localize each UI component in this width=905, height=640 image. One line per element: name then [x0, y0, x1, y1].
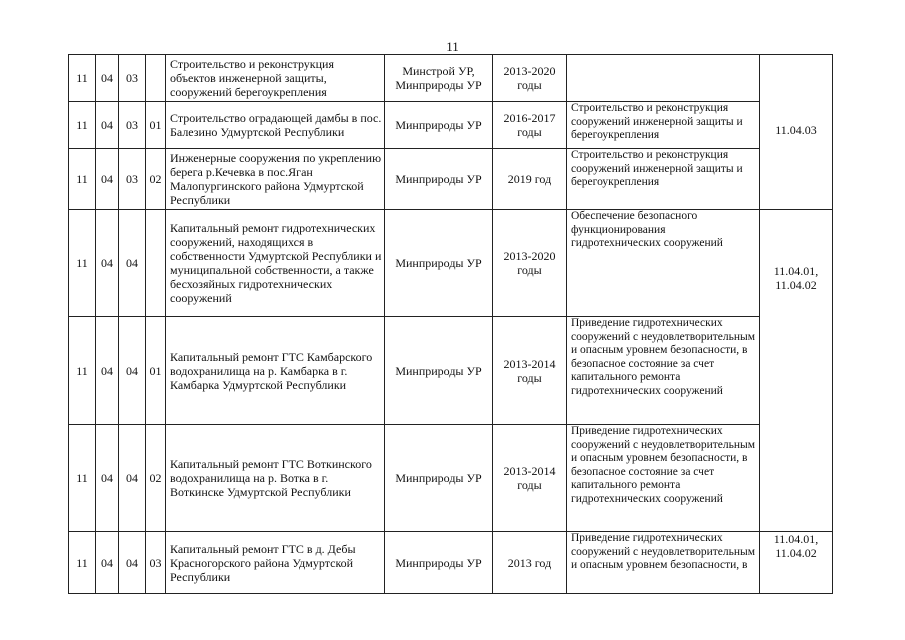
measure-name: Строительство оградающей дамбы в пос. Балезино Удмуртской Республики: [166, 102, 385, 149]
code-item: [146, 210, 166, 317]
code-section: 11: [69, 317, 96, 425]
period: 2013-2014 годы: [493, 425, 567, 532]
code-subsection: 04: [96, 149, 119, 210]
expected-result: Строительство и реконструкция сооружений инженерной защиты и берегоукрепления: [567, 149, 760, 210]
code-subsection: 04: [96, 532, 119, 594]
table-row: [69, 149, 833, 210]
expected-result: Обеспечение безопасного функционирования гидротехнических сооружений: [567, 210, 760, 317]
indicator-link: 11.04.01, 11.04.02: [760, 532, 833, 594]
code-subsection: 04: [96, 210, 119, 317]
code-measure: 04: [119, 210, 146, 317]
period: 2013 год: [493, 532, 567, 594]
executor: Минприроды УР: [385, 210, 493, 317]
code-item: 01: [146, 102, 166, 149]
code-section: 11: [69, 210, 96, 317]
table-row: [69, 425, 833, 532]
executor: Минприроды УР: [385, 425, 493, 532]
period: 2013-2020 годы: [493, 210, 567, 317]
table-row: [69, 210, 833, 317]
program-table: [68, 54, 833, 594]
code-section: 11: [69, 532, 96, 594]
code-item: 02: [146, 149, 166, 210]
code-section: 11: [69, 102, 96, 149]
expected-result: Строительство и реконструкция сооружений инженерной защиты и берегоукрепления: [567, 102, 760, 149]
executor: Минприроды УР: [385, 102, 493, 149]
code-item: 01: [146, 317, 166, 425]
code-item: [146, 55, 166, 102]
table-row: [69, 102, 833, 149]
period: 2019 год: [493, 149, 567, 210]
code-measure: 03: [119, 102, 146, 149]
expected-result: Приведение гидротехнических сооружений с неудовлетворительным и опасным уровнем безопасности, в безопасное состояние за счет капитального ремонта гидротехнических сооружений: [567, 425, 760, 532]
code-subsection: 04: [96, 55, 119, 102]
executor: Минприроды УР: [385, 149, 493, 210]
indicator-link: 11.04.03: [760, 55, 833, 210]
code-measure: 04: [119, 425, 146, 532]
table-row: [69, 317, 833, 425]
indicator-link: 11.04.01, 11.04.02: [760, 210, 833, 532]
expected-result: Приведение гидротехнических сооружений с неудовлетворительным и опасным уровнем безопасности, в безопасное состояние за счет капитального ремонта гидротехнических сооружений: [567, 317, 760, 425]
code-measure: 03: [119, 149, 146, 210]
expected-result: Приведение гидротехнических сооружений с неудовлетворительным и опасным уровнем безопасности, в: [567, 532, 760, 594]
code-section: 11: [69, 425, 96, 532]
code-section: 11: [69, 55, 96, 102]
expected-result: [567, 55, 760, 102]
page-number: 11: [446, 39, 459, 54]
measure-name: Капитальный ремонт ГТС Камбарского водохранилища на р. Камбарка в г. Камбарка Удмуртской Республики: [166, 317, 385, 425]
code-subsection: 04: [96, 425, 119, 532]
code-item: 02: [146, 425, 166, 532]
executor: Минприроды УР: [385, 317, 493, 425]
measure-name: Инженерные сооружения по укреплению берега р.Кечевка в пос.Яган Малопургинского района Удмуртской Республики: [166, 149, 385, 210]
executor: Минстрой УР, Минприроды УР: [385, 55, 493, 102]
measure-name: Строительство и реконструкция объектов инженерной защиты, сооружений берегоукрепления: [166, 55, 385, 102]
code-measure: 03: [119, 55, 146, 102]
code-subsection: 04: [96, 317, 119, 425]
table-row: [69, 55, 833, 102]
code-measure: 04: [119, 532, 146, 594]
code-subsection: 04: [96, 102, 119, 149]
period: 2013-2020 годы: [493, 55, 567, 102]
measure-name: Капитальный ремонт гидротехнических сооружений, находящихся в собственности Удмуртской Республики и муниципальной собственности, а также бесхозяйных гидротехнических сооружений: [166, 210, 385, 317]
measure-name: Капитальный ремонт ГТС Воткинского водохранилища на р. Вотка в г. Воткинске Удмуртской Республики: [166, 425, 385, 532]
period: 2016-2017 годы: [493, 102, 567, 149]
code-measure: 04: [119, 317, 146, 425]
period: 2013-2014 годы: [493, 317, 567, 425]
measure-name: Капитальный ремонт ГТС в д. Дебы Красногорского района Удмуртской Республики: [166, 532, 385, 594]
table-row: [69, 532, 833, 594]
code-item: 03: [146, 532, 166, 594]
code-section: 11: [69, 149, 96, 210]
executor: Минприроды УР: [385, 532, 493, 594]
